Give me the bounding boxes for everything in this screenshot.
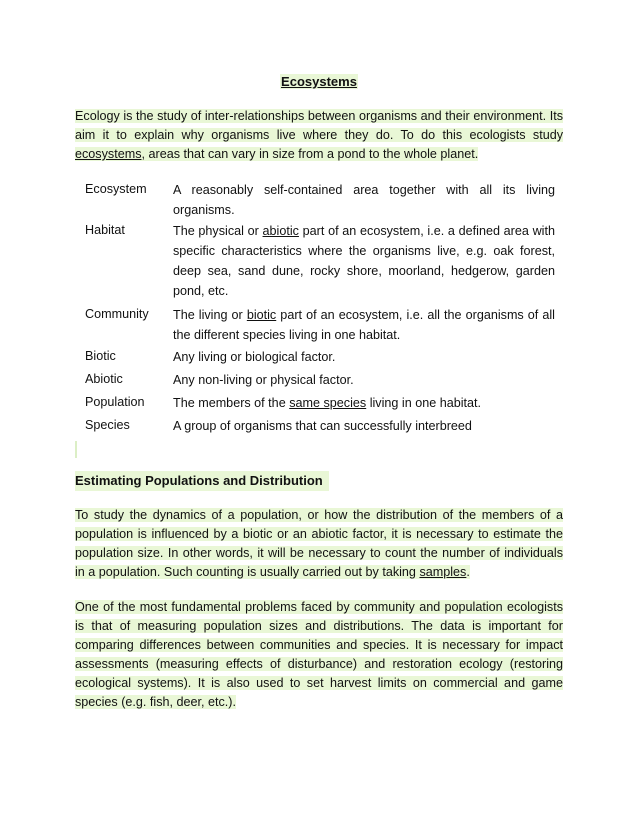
definition-text: Any non-living or physical factor. xyxy=(173,373,354,387)
definitions-list xyxy=(85,180,555,439)
definition-row xyxy=(85,393,555,416)
definition-term: Abiotic xyxy=(85,372,123,386)
measurement-text: One of the most fundamental problems faced by community and population ecologists is that of measuring population sizes and distributions. The data is important for comparing differences between communities and species. It is necessary for impact assessments (measuring effects of disturbance) and restoration ecology (restoring ecological systems). It is also used to set harvest limits on commercial and game species (e.g. fish, deer, etc.). xyxy=(75,600,563,709)
biotic-link[interactable]: biotic xyxy=(246,308,277,322)
definition-text: Any living or biological factor. xyxy=(173,350,336,364)
section-heading: Estimating Populations and Distribution xyxy=(75,471,329,491)
definition-text: A reasonably self-contained area together with all its living organisms. xyxy=(173,183,555,217)
definition-row xyxy=(85,180,555,221)
definition-row xyxy=(85,305,555,347)
definition-term: Biotic xyxy=(85,349,116,363)
sampling-paragraph xyxy=(75,506,563,582)
definition-row xyxy=(85,347,555,370)
definition-row xyxy=(85,416,555,439)
definition-term: Ecosystem xyxy=(85,182,147,196)
ecosystems-link[interactable]: ecosystems xyxy=(75,147,142,161)
intro-text-end: , areas that can vary in size from a pond to the whole planet. xyxy=(141,147,479,161)
definition-text: The members of the same species living in one habitat. xyxy=(173,396,482,410)
measurement-paragraph xyxy=(75,598,563,712)
definition-term: Population xyxy=(85,395,145,409)
definition-text: The physical or abiotic part of an ecosystem, i.e. a defined area with specific characteristics where the organisms live, e.g. oak forest, deep sea, sand dune, rocky shore, moorland, hedgerow, garden pond, etc. xyxy=(173,224,555,298)
definition-term: Community xyxy=(85,307,149,321)
intro-paragraph xyxy=(75,107,563,164)
definition-row xyxy=(85,221,555,305)
same-species-link[interactable]: same species xyxy=(289,396,367,410)
intro-text-start: Ecology is the study of inter-relationships between organisms and their environment. Its aim it to explain why organisms live where they do. To do this ecologists study xyxy=(75,109,563,142)
samples-link[interactable]: samples xyxy=(419,565,467,579)
page-title-text: Ecosystems xyxy=(281,74,357,89)
sampling-text: To study the dynamics of a population, or how the distribution of the members of a population is influenced by a biotic or an abiotic factor, it is necessary to estimate the population size. In other words, it will be necessary to count the number of individuals in a population. Such counting is usually carried out by taking samples. xyxy=(75,508,563,579)
definition-term: Habitat xyxy=(85,223,125,237)
abiotic-link[interactable]: abiotic xyxy=(262,224,299,238)
definition-row xyxy=(85,370,555,393)
definition-term: Species xyxy=(85,418,130,432)
definition-text: A group of organisms that can successfully interbreed xyxy=(173,419,472,433)
page-title xyxy=(0,72,638,92)
intro-text xyxy=(75,109,563,161)
text-cursor-marker xyxy=(75,441,77,458)
definition-text: The living or biotic part of an ecosystem, i.e. all the organisms of all the different species living in one habitat. xyxy=(173,308,555,342)
